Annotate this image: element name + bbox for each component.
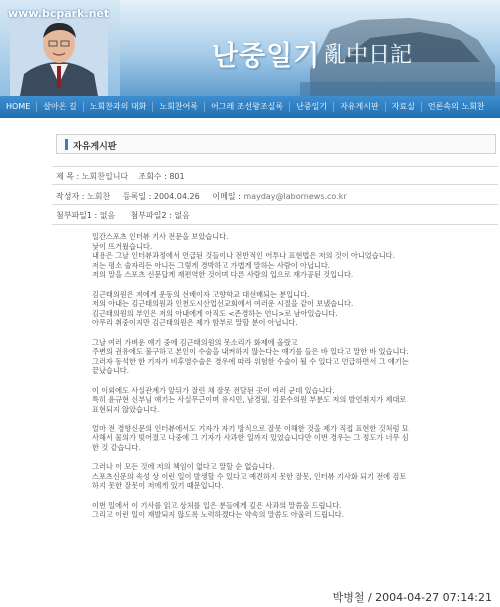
nav-item-archive[interactable]: 자료실 xyxy=(386,102,422,112)
nav-item-home[interactable]: HOME xyxy=(0,102,37,112)
body-line: 김근태의원은 저에게 운동의 선배이자 고향학교 대선배되는 분입니다. xyxy=(92,289,310,299)
body-line: 저는 평소 술자리든 아니든 그렇게 경박하고 가볍게 말하는 사람이 아닙니다. xyxy=(92,260,331,270)
body-line: 특히 윤규현 신부님 얘기는 사실무근이며 유시민, 남경필, 김문수의원 부분도 저의 발언취지가 제대로 표현되지 않았습니다. xyxy=(92,395,407,414)
body-line: 스포츠신문의 속성 상 이런 일이 발생할 수 있다고 예견하지 못한 잘못, 인터뷰 기사화 되기 전에 검토하지 못한 잘못이 저에게 있기 때문입니다. xyxy=(92,471,407,491)
site-url[interactable]: www.bcpark.net xyxy=(8,7,110,20)
views-label: 조회수 : xyxy=(138,172,167,181)
body-line: 그리고 이런 일이 재발되지 않도록 노력하겠다는 약속의 말씀도 아울러 드립니다. xyxy=(92,510,344,520)
author-label: 작성자 : xyxy=(56,192,85,201)
person-photo xyxy=(10,14,108,96)
body-line: 이번 일에서 이 기사를 읽고 상처를 입은 분들에게 깊은 사과의 말씀을 드립니다. xyxy=(92,500,342,510)
nav-item-diary[interactable]: 난중일기 xyxy=(290,102,334,112)
divider xyxy=(52,166,498,167)
site-title: 난중일기 xyxy=(212,41,321,72)
divider xyxy=(52,204,498,205)
post-date: 2004.04.26 xyxy=(153,192,200,201)
stamp-separator: / xyxy=(367,591,376,604)
nav-item-quotes[interactable]: 노회찬어록 xyxy=(153,102,205,112)
body-line: 그날 여러 가벼운 얘기 중에 김근태의원의 못소리가 화제에 올랐고 xyxy=(92,337,298,347)
stamp-datetime: 2004-04-27 07:14:21 xyxy=(375,591,492,604)
subject-label: 제 목 : xyxy=(56,172,80,181)
body-line: 낯이 뜨거웠습니다. xyxy=(92,241,153,251)
post-body xyxy=(92,232,412,520)
body-line: 이 이외에도 사실관계가 앞뒤가 잘린 채 잘못 전달된 곳이 여러 군데 있습니다. xyxy=(92,385,335,395)
post-info-row xyxy=(56,191,496,202)
body-line: 얼마 전 경향신문의 인터뷰에서도 기자가 자기 방식으로 잘못 이해한 것을 제가 직접 표현한 것처럼 묘사해서 물의가 빚어졌고 나중에 그 기자가 사과한 일까지 있었습니다만 이번 경우는 그 정도가 너무 심한 것 같습니다. xyxy=(92,423,409,453)
post-attachments-row xyxy=(56,210,496,221)
stamp-name: 박병철 xyxy=(332,591,365,604)
post-author: 노회찬 xyxy=(86,192,111,201)
nav-item-annals[interactable]: 어그레 조선왕조실록 xyxy=(205,102,290,112)
email-label: 이메일 : xyxy=(212,192,241,201)
nav-item-press[interactable]: 언론속의 노회찬 xyxy=(427,102,485,111)
capture-stamp xyxy=(333,589,492,605)
board-title: 자유게시판 xyxy=(73,142,117,152)
body-line: 아무리 취중이지만 김근태의원은 제가 함부로 말할 분이 아닙니다. xyxy=(92,318,298,328)
board-title-box xyxy=(56,134,496,154)
post-subject: 노회찬입니다 xyxy=(81,172,129,181)
body-line: 그러자 동석한 한 기자가 비후염수술은 경우에 따라 위험한 수술이 될 수 있다고 언급하면서 그 얘기는 끝났습니다. xyxy=(92,356,409,376)
attach2-value: 없음 xyxy=(174,211,190,220)
body-line: 김근태의원의 부인은 저의 아내에게 아직도 <존경하는 언니>로 남아있습니다. xyxy=(92,308,338,318)
body-line: 주변의 권유에도 불구하고 본인이 수술을 내켜하지 않는다는 얘기를 들은 바 있다고 말한 바 있습니다. xyxy=(92,347,409,357)
header-banner xyxy=(0,0,500,96)
divider xyxy=(52,224,498,225)
main-nav xyxy=(0,96,500,118)
nav-item-free-board[interactable]: 자유게시판 xyxy=(334,102,386,112)
post-views: 801 xyxy=(169,172,185,181)
divider xyxy=(52,184,498,185)
body-line: 저의 말을 스포츠 신문답게 재편역한 것이며 다른 사람의 입으로 재가공된 것입니다. xyxy=(92,270,354,280)
date-label: 등록일 : xyxy=(122,192,152,201)
nav-item-history[interactable]: 살아온 길 xyxy=(37,102,83,112)
attach2-label: 첨부파일2 : xyxy=(130,211,172,220)
post-email[interactable]: mayday@labornews.co.kr xyxy=(243,192,347,201)
site-title-hanja: 亂中日記 xyxy=(324,43,413,68)
body-line: 그러나 이 모든 것에 저의 책임이 없다고 말할 순 없습니다. xyxy=(92,462,275,472)
attach1-label: 첨부파일1 : xyxy=(56,211,98,220)
attach1-value: 없음 xyxy=(99,211,116,220)
post-subject-row xyxy=(56,171,496,182)
title-accent-bar xyxy=(65,139,68,150)
body-line: 저의 아내는 김근태의원과 인천도시산업선교회에서 여러운 시절을 같이 보냈습니다. xyxy=(92,299,354,309)
body-line: 내용은 그날 인터뷰과정에서 언급된 것들이나 전반적인 어투나 표현법은 저의 것이 아니었습니다. xyxy=(92,251,395,261)
nav-item-conversation[interactable]: 노회찬과의 대화 xyxy=(84,102,154,112)
body-line: 일간스포츠 인터뷰 기사 전문을 보았습니다. xyxy=(92,232,229,241)
